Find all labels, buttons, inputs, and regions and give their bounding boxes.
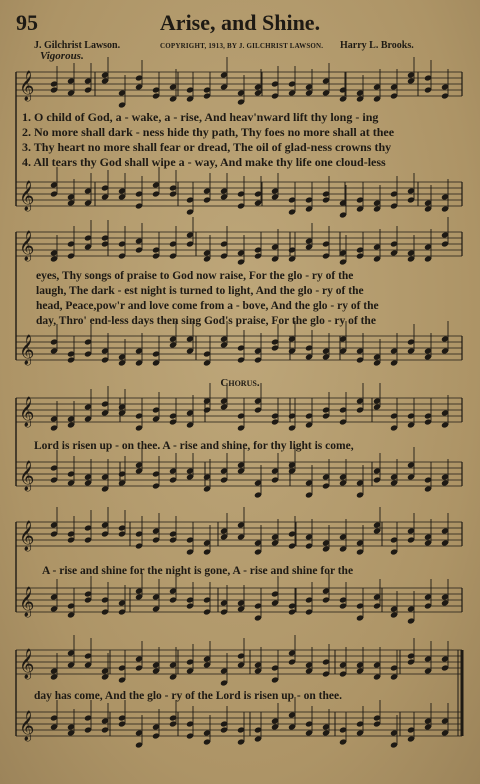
verse-3-line-a: 3. Thy heart no more shall fear or dread, The oil of glad-ness crowns thy xyxy=(22,140,392,154)
clef-symbol: 𝄞 xyxy=(19,587,35,617)
verse-2-line-b: laugh, The dark - est night is turned to light, And the glo - ry of the xyxy=(36,285,364,297)
author-credit: J. Gilchrist Lawson. xyxy=(34,40,121,51)
hymn-number: 95 xyxy=(16,10,38,35)
clef-symbol: 𝄞 xyxy=(19,181,35,211)
verse-1-line-b: eyes, Thy songs of praise to God now raise, For the glo - ry of the xyxy=(36,270,354,282)
clef-symbol: 𝄞 xyxy=(19,649,35,679)
clef-symbol: 𝄞 xyxy=(19,335,35,365)
clef-symbol: 𝄞 xyxy=(19,461,35,491)
hymn-title: Arise, and Shine. xyxy=(159,10,321,35)
verse-4-line-b: day, Thro' end-less days then sing God's praise, For the glo - ry of the xyxy=(36,315,376,327)
chorus-label: Chorus. xyxy=(220,377,260,389)
clef-symbol: 𝄞 xyxy=(19,521,35,551)
verse-2-line-a: 2. No more shall dark - ness hide thy path, Thy foes no more shall at thee xyxy=(22,125,395,139)
tempo-marking: Vigorous. xyxy=(40,50,84,62)
chorus-line-2: A - rise and shine for the night is gone, A - rise and shine for the xyxy=(42,565,354,577)
verse-3-line-b: head, Peace,pow'r and love come from a - bove, And the glo - ry of the xyxy=(36,300,379,312)
copyright-notice: COPYRIGHT, 1913, BY J. GILCHRIST LAWSON. xyxy=(160,42,324,50)
verse-4-line-a: 4. All tears thy God shall wipe a - way, And make thy life one cloud-less xyxy=(22,155,386,169)
clef-symbol: 𝄞 xyxy=(19,71,35,101)
chorus-line-3: day has come, And the glo - ry of the Lord is risen up - on thee. xyxy=(34,690,342,702)
composer-credit: Harry L. Brooks. xyxy=(340,40,414,51)
verse-1-line-a: 1. O child of God, a - wake, a - rise, And heav'nward lift thy long - ing xyxy=(22,110,379,124)
clef-symbol: 𝄞 xyxy=(19,231,35,261)
chorus-line-1: Lord is risen up - on thee. A - rise and shine, for thy light is come, xyxy=(34,440,354,452)
clef-symbol: 𝄞 xyxy=(19,397,35,427)
clef-symbol: 𝄞 xyxy=(19,711,35,741)
